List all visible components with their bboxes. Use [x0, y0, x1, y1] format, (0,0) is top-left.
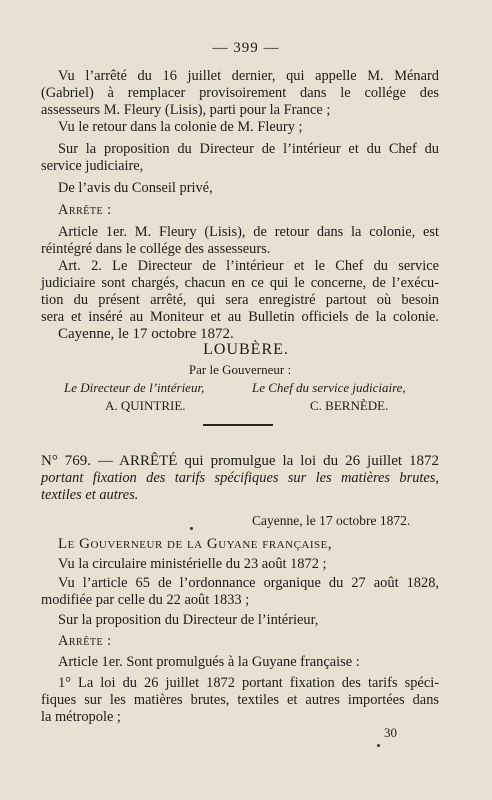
by-governor-line: Par le Gouverneur : [188, 362, 292, 377]
article-line: Art. 2. Le Directeur de l’intérieur et le Chef du service [58, 258, 439, 274]
visa-line: assesseurs M. Fleury (Lisis), parti pour la France ; [41, 102, 331, 118]
item-line: 1° La loi du 26 juillet 1872 portant fixation des tarifs spéci- [58, 675, 439, 691]
article-line: judiciaire sont chargés, chacun en ce qui le concerne, de l’exécu- [41, 275, 439, 291]
visa-line: Vu l’article 65 de l’ordonnance organique du 27 août 1828, [58, 575, 439, 591]
governor-line: Le Gouverneur de la Guyane française, [58, 536, 333, 552]
article-line: Article 1er. Sont promulgués à la Guyane française : [58, 654, 360, 670]
article-line: sera et inséré au Moniteur et au Bulletin officiels de la colonie. [41, 309, 439, 325]
article-line: réintégré dans le collége des assesseurs. [41, 241, 271, 257]
arrete-heading: Arrête : [58, 633, 112, 649]
left-name: A. QUINTRIE. [105, 398, 186, 413]
proposal-line: Sur la proposition du Directeur de l’intérieur et du Chef du [58, 141, 439, 157]
proposal-line: Sur la proposition du Directeur de l’intérieur, [58, 612, 319, 628]
visa-line: Vu le retour dans la colonie de M. Fleury ; [58, 119, 303, 135]
advice-line: De l’avis du Conseil privé, [58, 180, 213, 196]
proposal-line: service judiciaire, [41, 158, 144, 174]
visa-line: Vu l’arrêté du 16 juillet dernier, qui appelle M. Ménard [58, 68, 439, 84]
item-line: fiques sur les matières brutes, textiles et autres importées dans [41, 692, 439, 708]
visa-line: (Gabriel) à remplacer provisoirement dans le collége des [41, 85, 439, 101]
right-name: C. BERNÈDE. [310, 398, 389, 413]
visa-line: modifiée par celle du 22 août 1833 ; [41, 592, 250, 608]
decree-heading: textiles et autres. [41, 487, 139, 503]
left-title: Le Directeur de l’intérieur, [64, 380, 205, 395]
article-line: Article 1er. M. Fleury (Lisis), de retour dans la colonie, est [58, 224, 439, 240]
place-date: Cayenne, le 17 octobre 1872. [58, 326, 234, 342]
separator-rule [203, 424, 273, 426]
decree-heading: N° 769. — ARRÊTÉ qui promulgue la loi du 26 juillet 1872 [41, 453, 439, 469]
visa-line: Vu la circulaire ministérielle du 23 août 1872 ; [58, 556, 327, 572]
ink-dot [190, 527, 193, 530]
place-date: Cayenne, le 17 octobre 1872. [252, 513, 411, 528]
governor-signature: LOUBÈRE. [203, 341, 289, 358]
ink-dot [377, 744, 380, 747]
decree-heading: portant fixation des tarifs spécifiques sur les matières brutes, [41, 470, 439, 486]
arrete-heading: Arrête : [58, 202, 112, 218]
page-number: — 399 — [212, 40, 280, 56]
right-title: Le Chef du service judiciaire, [252, 380, 406, 395]
item-line: la métropole ; [41, 709, 121, 725]
signature-mark: 30 [384, 725, 397, 740]
article-line: tion du présent arrêté, qui sera enregistré partout où besoin [41, 292, 439, 308]
